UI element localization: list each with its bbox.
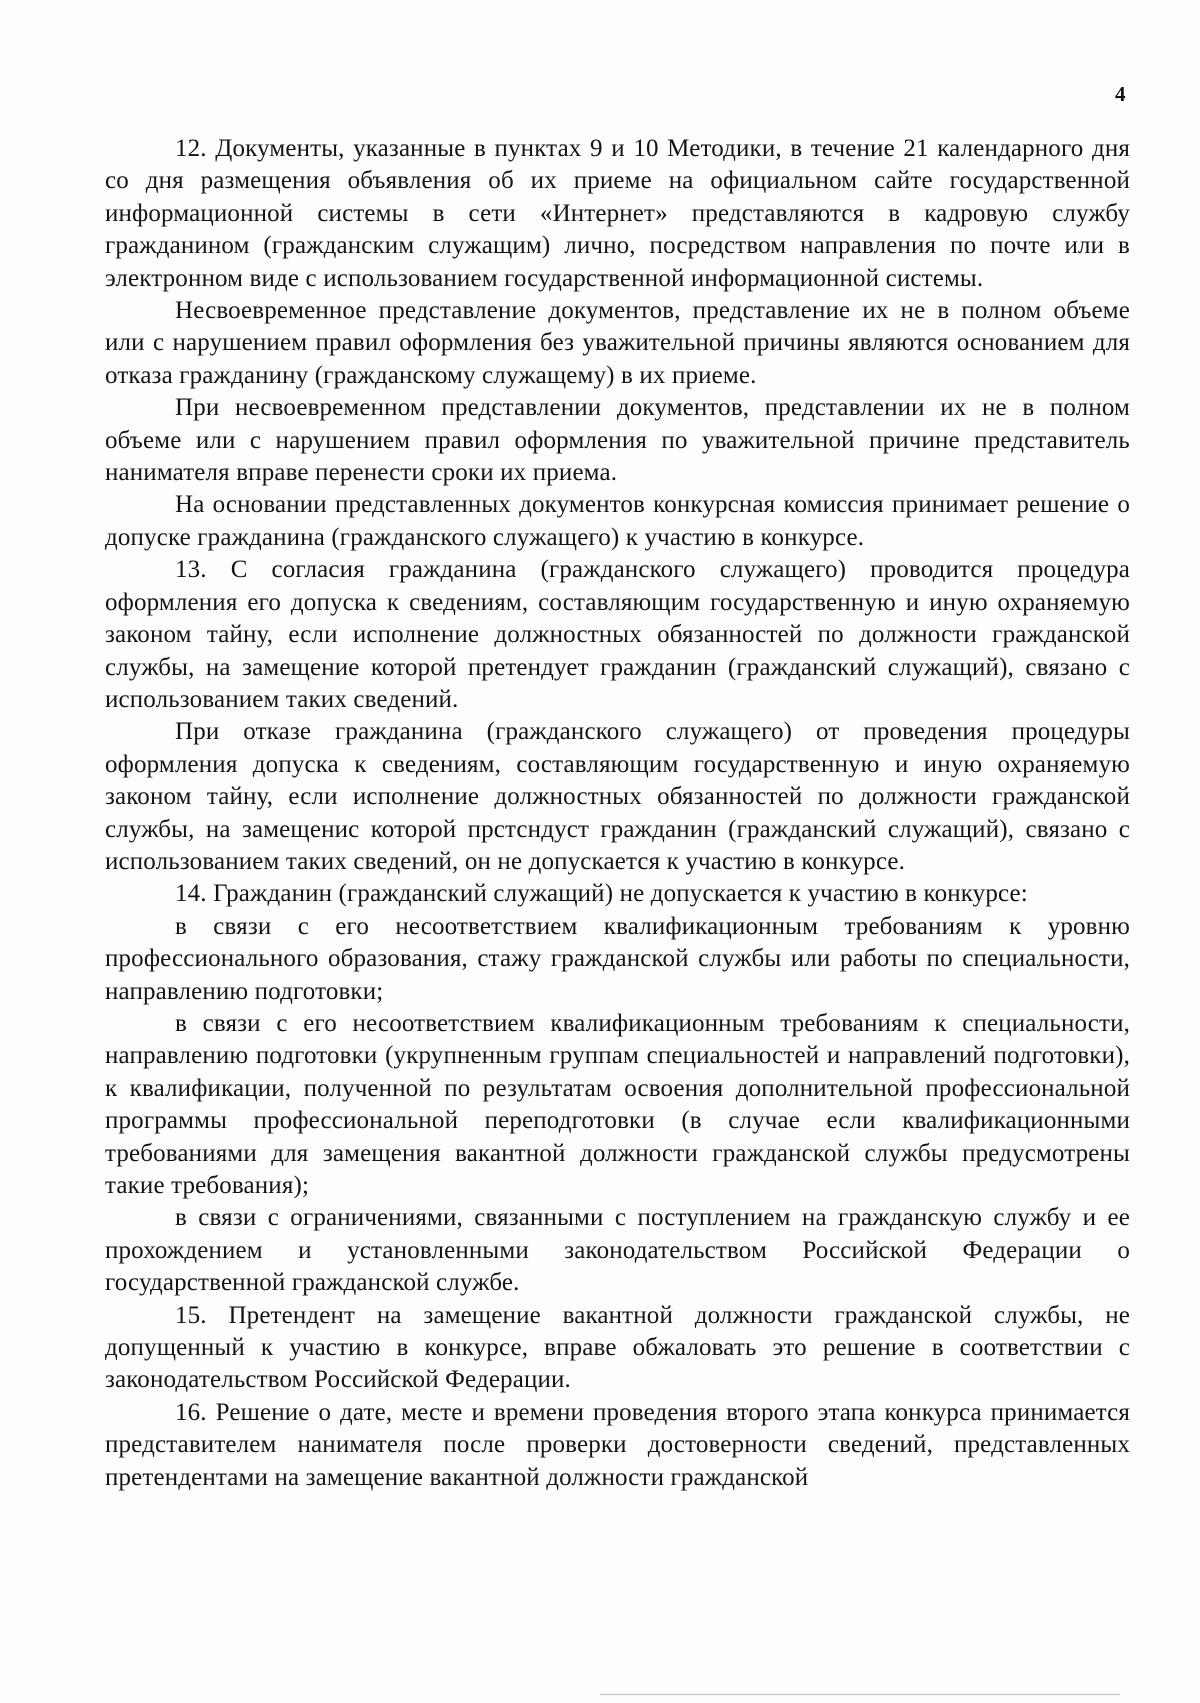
paragraph-14-item-2: в связи с его несоответствием квалификационным требованиям к специальности, направлению подготовки (укрупненным группам специальностей и направлений подготовки), к квалификации, полученной по результатам освоения дополнительной профессиональной программы профессиональной переподготовки (в случае если квалификационными требованиями для замещения вакантной должности гражданской службы предусмотрены такие требования); [105,1009,1130,1199]
paragraph-late-submission: Несвоевременное представление документов, представление их не в полном объеме или с нарушением правил оформления без уважительной причины являются основанием для отказа гражданину (гражданскому служащему) в их приеме. [105,297,1130,389]
paragraph-refusal: При отказе гражданина (гражданского служащего) от проведения процедуры оформления допуска к сведениям, составляющим государственную и иную охраняемую законом тайну, если исполнение должностных обязанностей по должности гражданской службы, на замещенис которой прстсндуст гражданин (гражданский служащий), связано с использованием таких сведений, он не допускается к участию в конкурсе. [105,718,1130,875]
paragraph-14-item-1: в связи с его несоответствием квалификационным требованиям к уровню профессионального образования, стажу гражданской службы или работы по специальности, направлению подготовки; [105,912,1130,1005]
bottom-scan-line [600,1694,1120,1695]
page-number: 4 [1115,82,1126,106]
paragraph-admission-decision: На основании представленных документов конкурсная комиссия принимает решение о допуске гражданина (гражданского служащего) к участию в конкурсе. [105,491,1130,551]
paragraph-16: 16. Решение о дате, месте и времени проведения второго этапа конкурса принимается представителем нанимателя после проверки достоверности сведений, представленных претендентами на замещение вакантной должности гражданской [105,1398,1130,1491]
paragraph-13: 13. С согласия гражданина (гражданского служащего) проводится процедура оформления его допуска к сведениям, составляющим государственную и иную охраняемую законом тайну, если исполнение должностных обязанностей по должности гражданской службы, на замещение которой претендует гражданин (гражданский служащий), связано с использованием таких сведений. [105,556,1130,713]
paragraph-15: 15. Претендент на замещение вакантной должности гражданской службы, не допущенный к участию в конкурсе, вправе обжаловать это решение в соответствии с законодательством Российской Федерации. [105,1301,1130,1394]
paragraph-12: 12. Документы, указанные в пунктах 9 и 10 Методики, в течение 21 календарного дня со дня размещения объявления об их приеме на официальном сайте государственной информационной системы в сети «Интернет» представляются в кадровую службу гражданином (гражданским служащим) лично, посредством направления по почте или в электронном виде с использованием государственной информационной системы. [105,135,1130,292]
paragraph-14-item-3: в связи с ограничениями, связанными с поступлением на гражданскую службу и ее прохождением и установленными законодательством Российской Федерации о государственной гражданской службе. [105,1204,1130,1297]
paragraph-valid-reason: При несвоевременном представлении документов, представлении их не в полном объеме или с нарушением правил оформления по уважительной причине представитель нанимателя вправе перенести сроки их приема. [105,394,1130,487]
paragraph-14: 14. Гражданин (гражданский служащий) не допускается к участию в конкурсе: [175,880,1028,908]
document-body [105,133,1130,1494]
